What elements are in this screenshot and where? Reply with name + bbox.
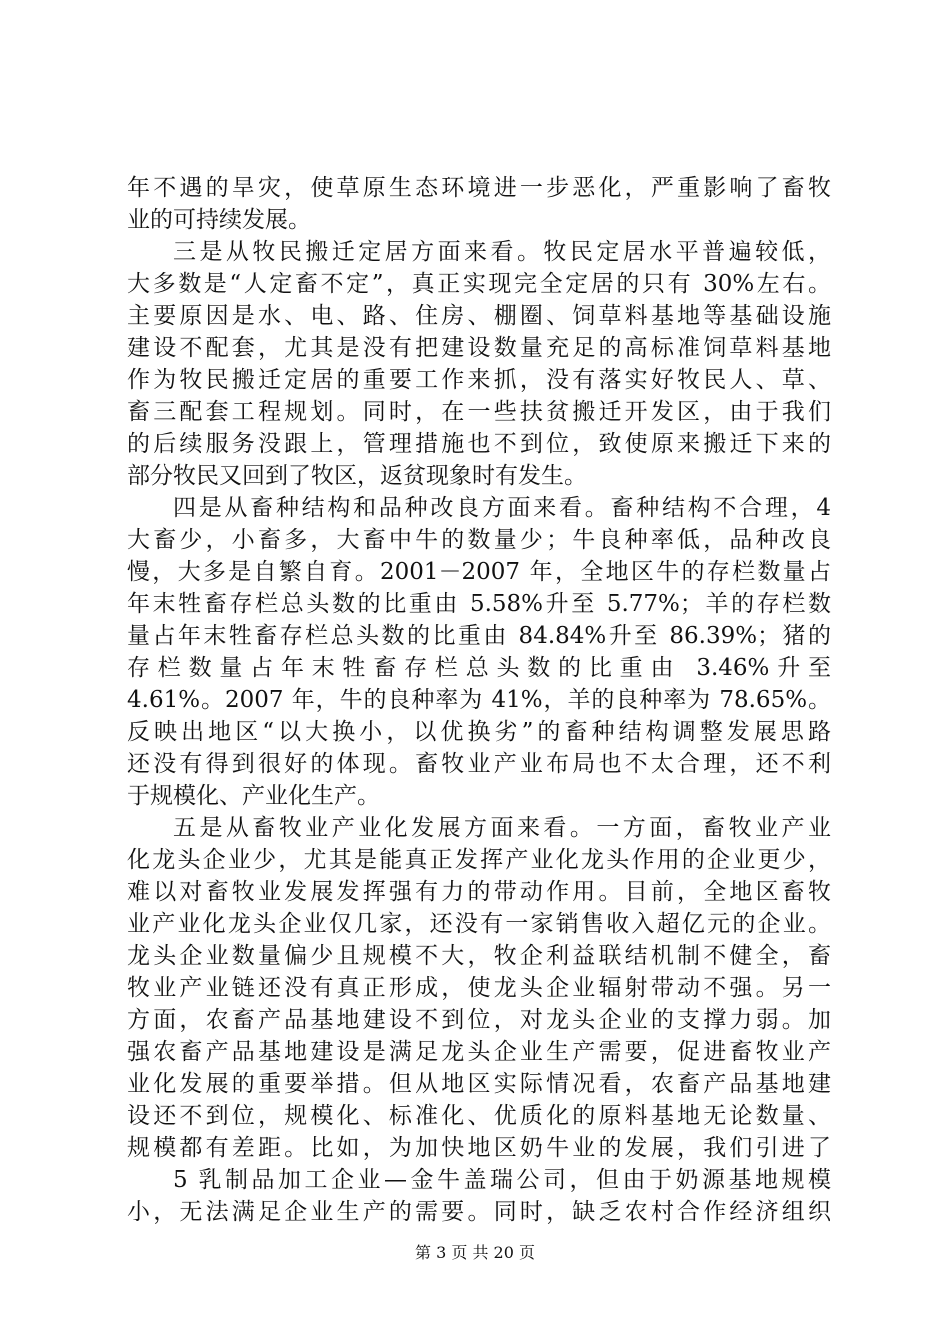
text-line: 业化发展的重要举措。但从地区实际情况看，农畜产品基地建 [127, 1071, 831, 1097]
text-line: 难以对畜牧业发展发挥强有力的带动作用。目前，全地区畜牧 [127, 879, 831, 905]
text-line: 年末牲畜存栏总头数的比重由 5.58%升至 5.77%；羊的存栏数 [127, 591, 831, 617]
text-line: 作为牧民搬迁定居的重要工作来抓，没有落实好牧民人、草、 [127, 367, 831, 393]
text-line: 于规模化、产业化生产。 [127, 783, 380, 809]
text-line: 畜三配套工程规划。同时，在一些扶贫搬迁开发区，由于我们 [127, 399, 831, 425]
text-line: 业的可持续发展。 [127, 207, 311, 233]
text-line: 大畜少，小畜多，大畜中牛的数量少；牛良种率低，品种改良 [127, 527, 831, 553]
text-line: 方面，农畜产品基地建设不到位，对龙头企业的支撑力弱。加 [127, 1007, 831, 1033]
text-line: 慢，大多是自繁自育。2001－2007 年，全地区牛的存栏数量占 [127, 559, 831, 585]
text-line: 反映出地区“以大换小，以优换劣”的畜种结构调整发展思路 [127, 719, 831, 745]
text-line: 年不遇的旱灾，使草原生态环境进一步恶化，严重影响了畜牧 [127, 175, 831, 201]
text-line: 还没有得到很好的体现。畜牧业产业布局也不太合理，还不利 [127, 751, 831, 777]
text-line: 设还不到位，规模化、标准化、优质化的原料基地无论数量、 [127, 1103, 831, 1129]
text-line: 量占年末牲畜存栏总头数的比重由 84.84%升至 86.39%；猪的 [127, 623, 831, 649]
paragraph-start-line: 五是从畜牧业产业化发展方面来看。一方面，畜牧业产业 [173, 815, 831, 841]
paragraph-start-line: 三是从牧民搬迁定居方面来看。牧民定居水平普遍较低， [173, 239, 831, 265]
text-line: 存栏数量占年末牲畜存栏总头数的比重由 3.46%升至 [127, 655, 831, 681]
paragraph-start-line: 四是从畜种结构和品种改良方面来看。畜种结构不合理，4 [173, 495, 831, 521]
page-footer: 第 3 页 共 20 页 [415, 1243, 535, 1262]
text-line: 业产业化龙头企业仅几家，还没有一家销售收入超亿元的企业。 [127, 911, 831, 937]
text-line: 建设不配套，尤其是没有把建设数量充足的高标准饲草料基地 [127, 335, 831, 361]
text-line: 的后续服务没跟上，管理措施也不到位，致使原来搬迁下来的 [127, 431, 831, 457]
text-line: 龙头企业数量偏少且规模不大，牧企利益联结机制不健全，畜 [127, 943, 831, 969]
text-line: 小，无法满足企业生产的需要。同时，缺乏农村合作经济组织 [127, 1199, 831, 1225]
paragraph-start-line: 5 乳制品加工企业—金牛盖瑞公司，但由于奶源基地规模 [173, 1167, 831, 1193]
text-line: 主要原因是水、电、路、住房、棚圈、饲草料基地等基础设施 [127, 303, 831, 329]
text-line: 4.61%。2007 年，牛的良种率为 41%，羊的良种率为 78.65%。 [127, 687, 831, 713]
text-line: 大多数是“人定畜不定”，真正实现完全定居的只有 30%左右。 [127, 271, 831, 297]
text-line: 化龙头企业少，尤其是能真正发挥产业化龙头作用的企业更少， [127, 847, 831, 873]
text-line: 规模都有差距。比如，为加快地区奶牛业的发展，我们引进了 [127, 1135, 831, 1161]
text-line: 强农畜产品基地建设是满足龙头企业生产需要，促进畜牧业产 [127, 1039, 831, 1065]
text-line: 牧业产业链还没有真正形成，使龙头企业辐射带动不强。另一 [127, 975, 831, 1001]
text-line: 部分牧民又回到了牧区，返贫现象时有发生。 [127, 463, 587, 489]
